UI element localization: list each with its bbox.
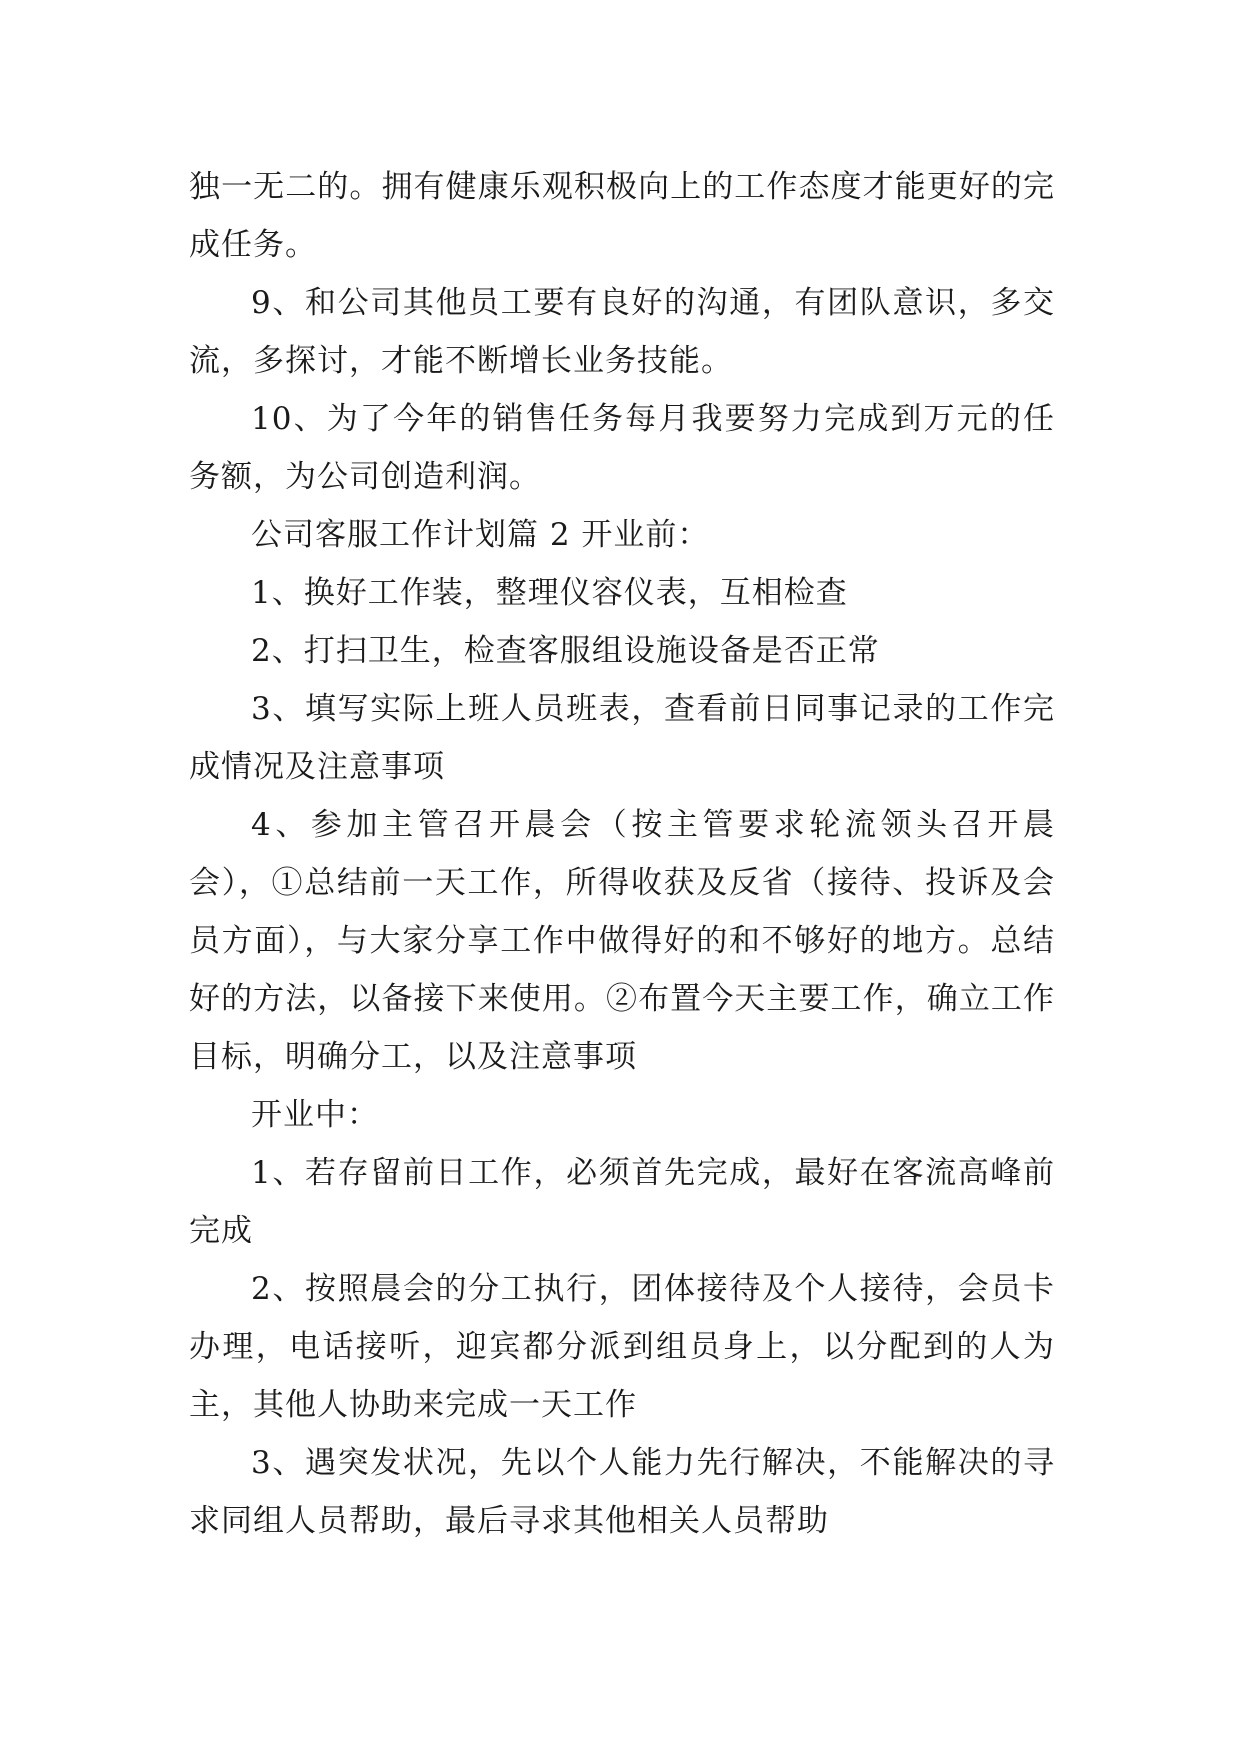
paragraph-item-9: 9、和公司其他员工要有良好的沟通，有团队意识，多交流，多探讨，才能不断增长业务技能。: [189, 285, 1055, 379]
paragraph-during-open-2: 2、按照晨会的分工执行，团体接待及个人接待，会员卡办理，电话接听，迎宾都分派到组员身上，以分配到的人为主，其他人协助来完成一天工作: [189, 1271, 1055, 1423]
paragraph-pre-open-4: 4、参加主管召开晨会（按主管要求轮流领头召开晨会），①总结前一天工作，所得收获及反省（接待、投诉及会员方面），与大家分享工作中做得好的和不够好的地方。总结好的方法，以备接下来使用。②布置今天主要工作，确立工作目标，明确分工，以及注意事项: [189, 807, 1055, 1075]
subsection-heading-during-open: 开业中：: [251, 1097, 379, 1133]
section-heading: 公司客服工作计划篇 2 开业前：: [251, 517, 710, 553]
paragraph-pre-open-3: 3、填写实际上班人员班表，查看前日同事记录的工作完成情况及注意事项: [189, 691, 1055, 785]
paragraph-during-open-3: 3、遇突发状况，先以个人能力先行解决，不能解决的寻求同组人员帮助，最后寻求其他相关人员帮助: [189, 1445, 1055, 1539]
document-body: [189, 158, 1055, 1550]
paragraph-during-open-1: 1、若存留前日工作，必须首先完成，最好在客流高峰前完成: [189, 1155, 1055, 1249]
paragraph-pre-open-2: 2、打扫卫生，检查客服组设施设备是否正常: [251, 633, 880, 669]
paragraph-pre-open-1: 1、换好工作装，整理仪容仪表，互相检查: [251, 575, 848, 611]
paragraph-item-10: 10、为了今年的销售任务每月我要努力完成到万元的任务额，为公司创造利润。: [189, 401, 1055, 495]
paragraph-continuation: 独一无二的。拥有健康乐观积极向上的工作态度才能更好的完成任务。: [189, 169, 1055, 263]
